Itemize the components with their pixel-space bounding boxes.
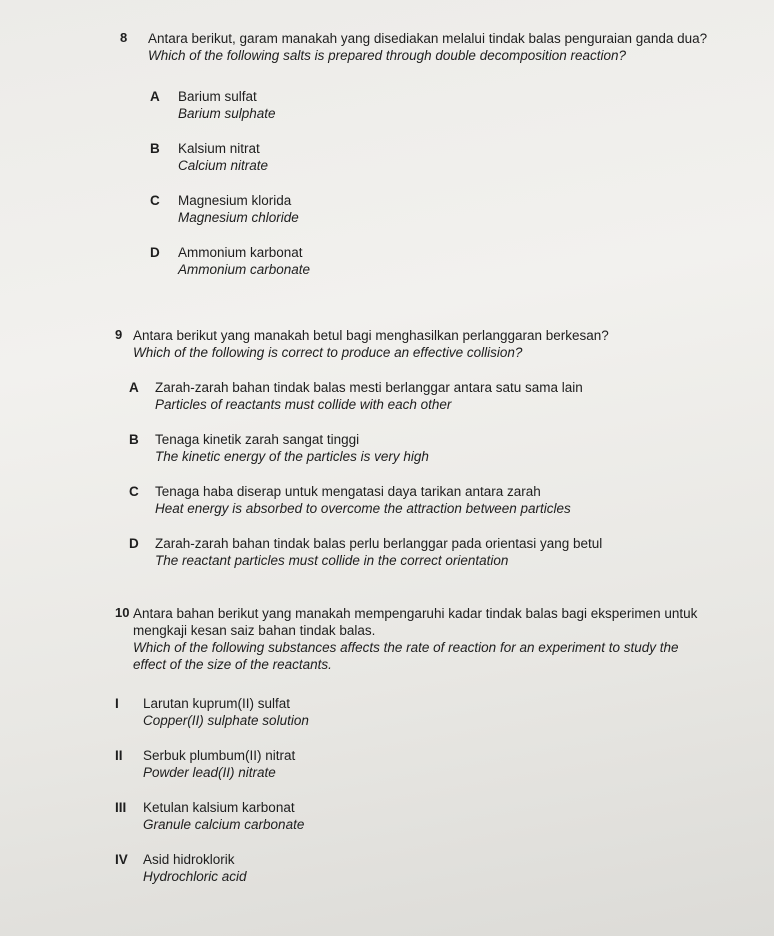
option-a <box>129 379 755 413</box>
option-text-english: Barium sulphate <box>178 106 276 121</box>
statement-text-english: Copper(II) sulphate solution <box>143 713 309 728</box>
option-letter: A <box>129 380 139 395</box>
statement-numeral: I <box>115 696 119 711</box>
statement-text-english: Granule calcium carbonate <box>143 817 305 832</box>
option-b <box>150 140 760 174</box>
question-10 <box>115 605 755 885</box>
statement-text-malay: Asid hidroklorik <box>143 852 235 867</box>
option-b <box>129 431 755 465</box>
question-stem-malay: Antara bahan berikut yang manakah mempengaruhi kadar tindak balas bagi eksperimen untuk mengkaji kesan saiz bahan tindak balas. <box>133 606 698 638</box>
statement-iv <box>115 851 755 885</box>
question-stem-malay: Antara berikut, garam manakah yang disediakan melalui tindak balas penguraian ganda dua? <box>148 31 708 46</box>
option-text-english: Calcium nitrate <box>178 158 269 173</box>
option-letter: C <box>129 484 139 499</box>
option-c <box>129 483 755 517</box>
option-text-english: Particles of reactants must collide with each other <box>155 397 452 412</box>
option-text-malay: Tenaga haba diserap untuk mengatasi daya tarikan antara zarah <box>155 484 541 499</box>
option-letter: A <box>150 89 160 104</box>
option-text-english: Heat energy is absorbed to overcome the attraction between particles <box>155 501 571 516</box>
question-number: 10 <box>115 605 130 620</box>
option-text-malay: Magnesium klorida <box>178 193 292 208</box>
option-letter: D <box>129 536 139 551</box>
question-9 <box>115 327 755 569</box>
option-text-english: The reactant particles must collide in the correct orientation <box>155 553 509 568</box>
statement-text-malay: Ketulan kalsium karbonat <box>143 800 295 815</box>
option-a <box>150 88 760 122</box>
statement-numeral: IV <box>115 852 128 867</box>
option-c <box>150 192 760 226</box>
option-text-malay: Barium sulfat <box>178 89 257 104</box>
question-stem-english: Which of the following is correct to produce an effective collision? <box>133 345 523 360</box>
option-letter: D <box>150 245 160 260</box>
statement-text-malay: Larutan kuprum(II) sulfat <box>143 696 291 711</box>
option-text-malay: Ammonium karbonat <box>178 245 303 260</box>
question-8 <box>120 30 760 278</box>
option-text-malay: Zarah-zarah bahan tindak balas perlu berlanggar pada orientasi yang betul <box>155 536 603 551</box>
statement-text-malay: Serbuk plumbum(II) nitrat <box>143 748 296 763</box>
statement-text-english: Powder lead(II) nitrate <box>143 765 276 780</box>
statement-numeral: III <box>115 800 127 815</box>
option-letter: B <box>129 432 139 447</box>
statement-text-english: Hydrochloric acid <box>143 869 247 884</box>
option-letter: C <box>150 193 160 208</box>
question-stem-malay: Antara berikut yang manakah betul bagi menghasilkan perlanggaran berkesan? <box>133 328 609 343</box>
option-d <box>129 535 755 569</box>
option-text-malay: Zarah-zarah bahan tindak balas mesti berlanggar antara satu sama lain <box>155 380 583 395</box>
question-number: 8 <box>120 30 128 45</box>
option-text-malay: Kalsium nitrat <box>178 141 260 156</box>
option-text-english: Magnesium chloride <box>178 210 299 225</box>
statement-iii <box>115 799 755 833</box>
option-text-english: The kinetic energy of the particles is very high <box>155 449 429 464</box>
option-d <box>150 244 760 278</box>
statement-i <box>115 695 755 729</box>
question-stem-english: Which of the following salts is prepared through double decomposition reaction? <box>148 48 627 63</box>
question-stem-english: Which of the following substances affects the rate of reaction for an experiment to study the effect of the size of the reactants. <box>133 640 679 672</box>
option-text-english: Ammonium carbonate <box>178 262 311 277</box>
question-number: 9 <box>115 327 123 342</box>
option-text-malay: Tenaga kinetik zarah sangat tinggi <box>155 432 360 447</box>
statement-ii <box>115 747 755 781</box>
option-letter: B <box>150 141 160 156</box>
statement-numeral: II <box>115 748 123 763</box>
